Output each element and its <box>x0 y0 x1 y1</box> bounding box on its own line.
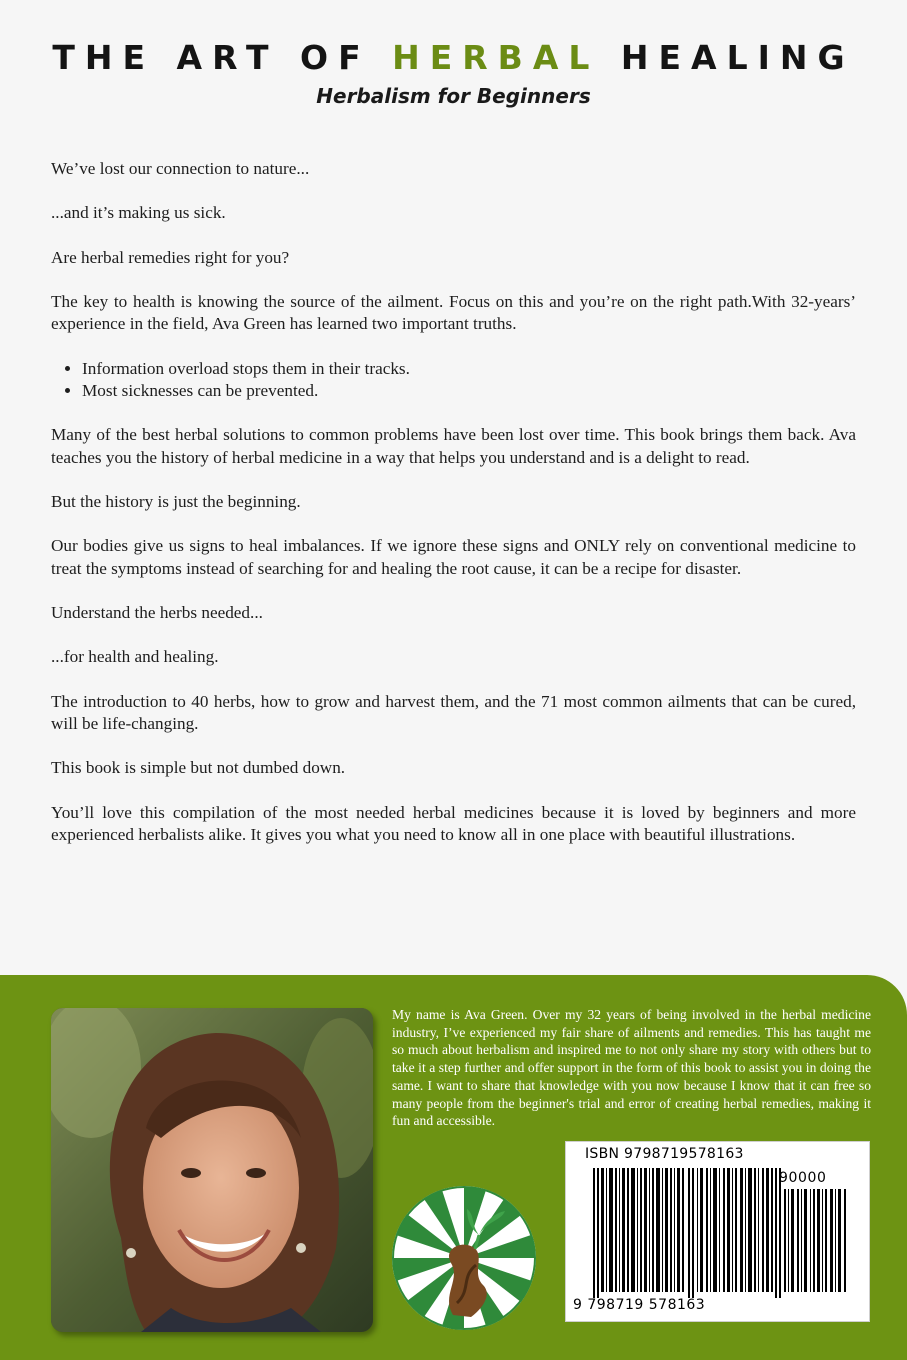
blurb-paragraph: Our bodies give us signs to heal imbalances. If we ignore these signs and ONLY rely on conventional medicine to treat the symptoms instead of searching for and healing the root cause, it can be a recipe for disaster. <box>51 536 856 578</box>
barcode-bars <box>566 1142 869 1321</box>
blurb-paragraph: ...for health and healing. <box>51 647 219 667</box>
truths-list-item: • Information overload stops them in their tracks. <box>82 358 856 380</box>
truths-list-item: • Most sicknesses can be prevented. <box>82 380 856 402</box>
ean-digits: 9 798719 578163 <box>573 1297 706 1313</box>
title-accent-word: HERBAL <box>392 38 600 77</box>
book-subtitle: Herbalism for Beginners <box>316 84 591 108</box>
isbn-label: ISBN 9798719578163 <box>585 1146 744 1162</box>
title-part-1: THE ART OF <box>52 38 393 77</box>
blurb <box>51 158 856 868</box>
blurb-paragraph: The introduction to 40 herbs, how to grow and harvest them, and the 71 most common ailments that can be cured, will be life-changing. <box>51 691 856 733</box>
blurb-paragraph: The key to health is knowing the source of the ailment. Focus on this and you’re on the right path.With 32-years’ experience in the field, Ava Green has learned two important truths. <box>51 292 856 334</box>
blurb-paragraph: We’ve lost our connection to nature... <box>51 159 310 178</box>
author-photo <box>51 1008 373 1332</box>
blurb-paragraph: ...and it’s making us sick. <box>51 203 226 223</box>
isbn-barcode <box>565 1141 870 1322</box>
blurb-paragraph: You’ll love this compilation of the most needed herbal medicines because it is loved by beginners and more experienced herbalists alike. It gives you what you need to know all in one place with beautiful illustrations. <box>51 802 856 844</box>
blurb-paragraph: But the history is just the beginning. <box>51 491 301 511</box>
truths-list <box>51 358 856 402</box>
herb-root-logo <box>391 1185 537 1331</box>
blurb-paragraph: This book is simple but not dumbed down. <box>51 758 346 778</box>
price-code: 90000 <box>779 1170 827 1186</box>
blurb-paragraph: Understand the herbs needed... <box>51 602 263 622</box>
blurb-paragraph: Are herbal remedies right for you? <box>51 247 290 267</box>
title-part-2: HEALING <box>599 38 855 77</box>
blurb-paragraph: Many of the best herbal solutions to common problems have been lost over time. This book brings them back. Ava teaches you the history of herbal medicine in a way that helps you understand and is a delight to read. <box>51 425 856 467</box>
author-bio: My name is Ava Green. Over my 32 years of being involved in the herbal medicine industry, I’ve experienced my fair share of ailments and remedies. This has taught me so much about herbalism and inspired me to not only share my story with others but to take it a step further and offer support in the form of this book to assist you in doing the same. I want to share that knowledge with you now because I know that it can free so many people from the beginner's trial and error of creating herbal remedies, making it fun and accessible. <box>392 1007 871 1129</box>
book-title <box>0 38 907 77</box>
